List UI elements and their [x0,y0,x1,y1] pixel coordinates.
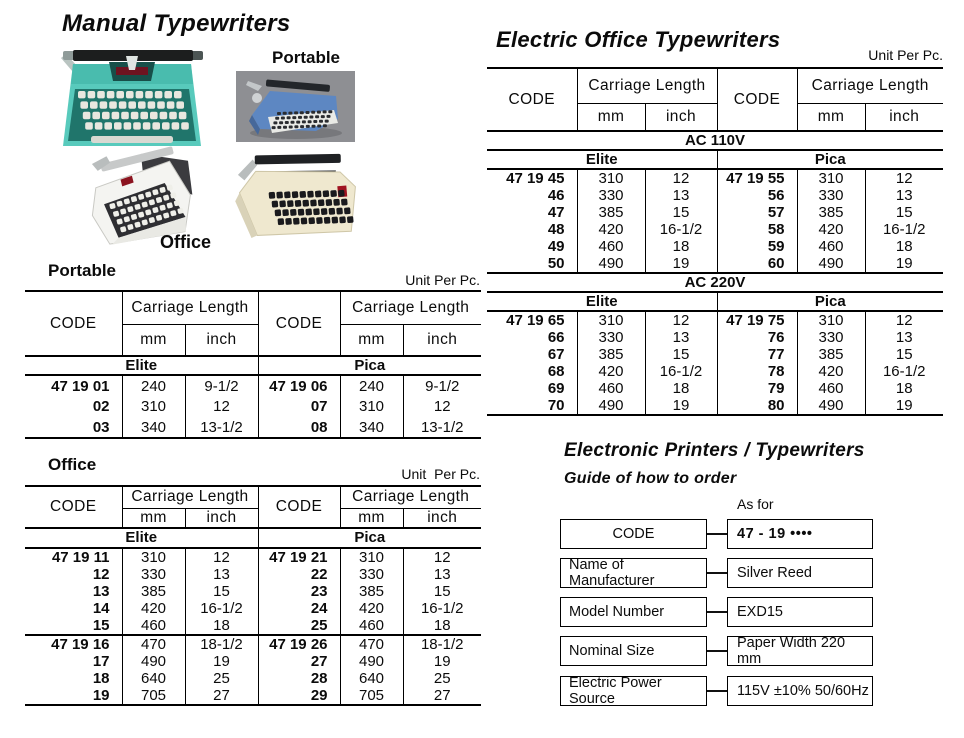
table-cell: AC 220V [487,273,943,292]
table-row [487,187,943,204]
table-cell: 67 [547,346,565,363]
table-cell: 49 [547,238,565,255]
guide-label-box: Model Number [560,597,707,627]
table-cell: 13-1/2 [185,417,258,438]
table-cell: 68 [547,363,565,380]
table-cell: Pica [717,292,943,311]
table-cell: 27 [403,687,481,705]
table-cell: 23 [258,583,340,600]
table-cell: 18 [185,617,258,635]
table-cell: 330 [577,329,645,346]
table-cell: 19 [92,686,110,704]
table-cell: 12 [403,396,481,417]
portable-table [25,290,481,439]
table-cell: 47 19 75 [717,311,797,329]
table-cell: 15 [865,204,943,221]
office-table [25,485,481,706]
table-header-cell: CODE [25,291,122,356]
table-cell: 9-1/2 [403,375,481,396]
table-header-cell: mm [340,324,403,356]
table-cell: 57 [717,204,797,221]
table-cell: 310 [340,548,403,566]
table-cell: 15 [403,583,481,600]
table-cell: 340 [122,417,185,438]
table-cell: 19 [403,653,481,670]
table-cell: 78 [717,363,797,380]
table-cell: 03 [92,418,110,436]
table-cell: 460 [122,617,185,635]
table-cell: 25 [185,670,258,687]
table-cell: 58 [717,221,797,238]
table-cell: 13 [92,582,110,600]
table-header-cell: inch [185,508,258,528]
table-cell: 490 [577,397,645,415]
table-cell: 18-1/2 [403,635,481,653]
table-cell: 470 [340,635,403,653]
table-cell: 13 [645,187,717,204]
table-cell: 48 [547,221,565,238]
table-cell: 13 [865,329,943,346]
table-cell: 460 [797,380,865,397]
table-cell: 16-1/2 [645,221,717,238]
table-cell: 19 [865,397,943,415]
table-cell: 12 [645,169,717,187]
table-cell: 27 [258,653,340,670]
table-cell: 240 [122,375,185,396]
electric-unit-label: Unit Per Pc. [868,47,943,63]
table-cell: 12 [185,396,258,417]
table-cell: 490 [340,653,403,670]
table-cell: 420 [577,363,645,380]
guide-value-box: 115V ±10% 50/60Hz [727,676,873,706]
table-header-cell: inch [403,324,481,356]
table-row [487,169,943,187]
table-row [487,238,943,255]
guide-value-box: 47 - 19 •••• [727,519,873,549]
table-cell: 385 [122,583,185,600]
table-cell: 310 [577,311,645,329]
table-cell: 08 [258,417,340,438]
table-cell: 18 [865,238,943,255]
table-row [25,653,481,670]
table-cell: 24 [258,600,340,617]
table-row [487,363,943,380]
table-cell: 17 [92,652,110,670]
table-cell: 705 [340,687,403,705]
table-cell: 15 [645,346,717,363]
table-cell: 310 [797,311,865,329]
office-table-grid [25,485,481,706]
table-cell: 420 [797,221,865,238]
table-header-cell: inch [645,103,717,131]
table-row [487,255,943,273]
guide-label-box: CODE [560,519,707,549]
table-cell: 460 [340,617,403,635]
table-header-cell: CODE [487,68,577,131]
table-row [487,380,943,397]
guide-label-box: Name of Manufacturer [560,558,707,588]
table-row [25,396,481,417]
table-header-cell: inch [185,324,258,356]
table-cell: 420 [122,600,185,617]
table-cell: 385 [340,583,403,600]
blue-portable-typewriter-image [236,71,355,142]
table-cell: 47 19 45 [506,170,565,187]
table-header-cell: CODE [717,68,797,131]
table-header-cell: CODE [258,486,340,528]
table-cell: 490 [122,653,185,670]
table-header-cell: Carriage Length [122,486,258,508]
table-cell: Pica [717,150,943,169]
table-row [487,221,943,238]
table-cell: 47 19 26 [258,635,340,653]
table-cell: Elite [487,150,717,169]
table-cell: 420 [797,363,865,380]
table-cell: 705 [122,687,185,705]
table-cell: 46 [547,187,565,204]
table-header-cell: inch [865,103,943,131]
table-cell: 340 [340,417,403,438]
table-header-cell: mm [122,508,185,528]
guide-connector-line [707,650,727,652]
guide-value-box: EXD15 [727,597,873,627]
table-cell: 15 [185,583,258,600]
table-header-cell: Carriage Length [340,291,481,324]
table-cell: 13 [645,329,717,346]
table-cell: Elite [487,292,717,311]
table-cell: Elite [25,356,258,375]
table-cell: 9-1/2 [185,375,258,396]
table-cell: 27 [185,687,258,705]
table-cell: 15 [865,346,943,363]
table-cell: 460 [797,238,865,255]
table-cell: 12 [92,565,110,583]
table-cell: 460 [577,238,645,255]
guide-label-box: Electric Power Source [560,676,707,706]
table-cell: 18 [403,617,481,635]
table-cell: 13 [865,187,943,204]
table-cell: 13-1/2 [403,417,481,438]
table-row [25,566,481,583]
table-cell: 07 [258,396,340,417]
table-row [25,617,481,635]
table-cell: 19 [865,255,943,273]
table-cell: 18 [645,238,717,255]
table-cell: 02 [92,398,110,415]
table-row [25,417,481,438]
table-cell: 47 19 06 [258,375,340,396]
table-cell: 47 19 55 [717,169,797,187]
office-table-heading: Office [48,455,97,474]
table-header-cell: mm [340,508,403,528]
beige-office-typewriter-image [228,146,362,246]
office-unit-label: Unit Per Pc. [401,466,480,482]
table-header-cell: Carriage Length [122,291,258,324]
table-cell: 385 [797,346,865,363]
table-cell: 16-1/2 [403,600,481,617]
table-row [25,687,481,705]
table-cell: 18 [865,380,943,397]
table-cell: 18 [92,669,110,687]
table-cell: 385 [577,204,645,221]
table-cell: 490 [577,255,645,273]
table-row [487,311,943,329]
table-cell: 18-1/2 [185,635,258,653]
table-header-cell: mm [577,103,645,131]
table-cell: 460 [577,380,645,397]
table-cell: 25 [258,617,340,635]
table-cell: 16-1/2 [185,600,258,617]
table-cell: 490 [797,397,865,415]
table-cell: 310 [122,548,185,566]
table-row [25,583,481,600]
table-cell: Elite [25,528,258,548]
table-row [25,375,481,396]
guide-connector-line [707,611,727,613]
electric-table-grid [487,67,943,416]
electronic-printers-title: Electronic Printers / Typewriters [564,440,865,461]
manual-typewriters-title: Manual Typewriters [62,10,291,37]
table-cell: 47 [547,204,565,221]
table-cell: 60 [717,255,797,273]
table-row [25,635,481,653]
table-cell: 70 [547,397,565,414]
table-cell: 330 [122,566,185,583]
table-cell: 240 [340,375,403,396]
table-header-cell: CODE [25,486,122,528]
table-row [25,600,481,617]
table-cell: Pica [258,356,481,375]
table-cell: 12 [865,311,943,329]
portable-table-heading: Portable [48,261,117,280]
guide-label-box: Nominal Size [560,636,707,666]
as-for-label: As for [737,496,774,512]
table-cell: 19 [645,397,717,415]
table-cell: 330 [577,187,645,204]
table-cell: 310 [122,396,185,417]
table-cell: 25 [403,670,481,687]
table-cell: 29 [258,687,340,705]
table-cell: 16-1/2 [865,363,943,380]
table-cell: 28 [258,670,340,687]
guide-value-box: Paper Width 220 mm [727,636,873,666]
table-cell: 420 [577,221,645,238]
table-cell: 59 [717,238,797,255]
table-cell: 47 19 16 [25,635,122,653]
table-cell: 12 [185,548,258,566]
table-cell: 385 [577,346,645,363]
table-cell: 13 [185,566,258,583]
table-cell: 15 [92,616,110,634]
table-cell: 56 [717,187,797,204]
table-cell: 15 [645,204,717,221]
table-row [25,548,481,566]
table-cell: 14 [92,599,110,617]
guide-connector-line [707,572,727,574]
table-cell: 22 [258,566,340,583]
table-header-cell: Carriage Length [797,68,943,103]
table-cell: 385 [797,204,865,221]
table-header-cell: inch [403,508,481,528]
guide-connector-line [707,690,727,692]
table-cell: 330 [797,187,865,204]
table-header-cell: Carriage Length [340,486,481,508]
table-cell: 19 [185,653,258,670]
table-cell: 47 19 11 [51,548,110,566]
table-cell: 13 [403,566,481,583]
portable-table-grid [25,290,481,439]
guide-value-box: Silver Reed [727,558,873,588]
table-cell: 640 [340,670,403,687]
table-cell: 420 [340,600,403,617]
table-cell: 80 [717,397,797,415]
teal-portable-typewriter-image [57,48,207,150]
portable-unit-label: Unit Per Pc. [405,272,480,288]
table-cell: 490 [797,255,865,273]
table-row [25,670,481,687]
office-image-label: Office [160,232,212,252]
table-cell: 330 [340,566,403,583]
electric-table [487,67,943,416]
portable-image-label: Portable [272,48,341,67]
table-cell: 18 [645,380,717,397]
table-row [487,346,943,363]
table-cell: 77 [717,346,797,363]
table-cell: 66 [547,329,565,346]
table-cell: 640 [122,670,185,687]
table-cell: 310 [340,396,403,417]
table-cell: 310 [797,169,865,187]
table-header-cell: mm [797,103,865,131]
table-row [487,204,943,221]
order-guide-subtitle: Guide of how to order [564,470,737,487]
table-cell: 47 19 21 [258,548,340,566]
table-header-cell: CODE [258,291,340,356]
table-cell: 16-1/2 [645,363,717,380]
table-cell: Pica [258,528,481,548]
table-row [487,329,943,346]
table-cell: 50 [547,255,565,272]
table-cell: 76 [717,329,797,346]
table-cell: 16-1/2 [865,221,943,238]
table-cell: 47 19 65 [506,312,565,329]
table-cell: 12 [645,311,717,329]
table-cell: 12 [403,548,481,566]
table-cell: 470 [122,635,185,653]
table-cell: 69 [547,380,565,397]
table-cell: 330 [797,329,865,346]
table-cell: 19 [645,255,717,273]
table-header-cell: Carriage Length [577,68,717,103]
table-cell: 310 [577,169,645,187]
electric-typewriters-title: Electric Office Typewriters [496,27,781,52]
table-cell: 79 [717,380,797,397]
table-header-cell: mm [122,324,185,356]
table-cell: AC 110V [487,131,943,150]
table-cell: 12 [865,169,943,187]
guide-connector-line [707,533,727,535]
table-cell: 47 19 01 [51,377,110,395]
table-row [487,397,943,415]
